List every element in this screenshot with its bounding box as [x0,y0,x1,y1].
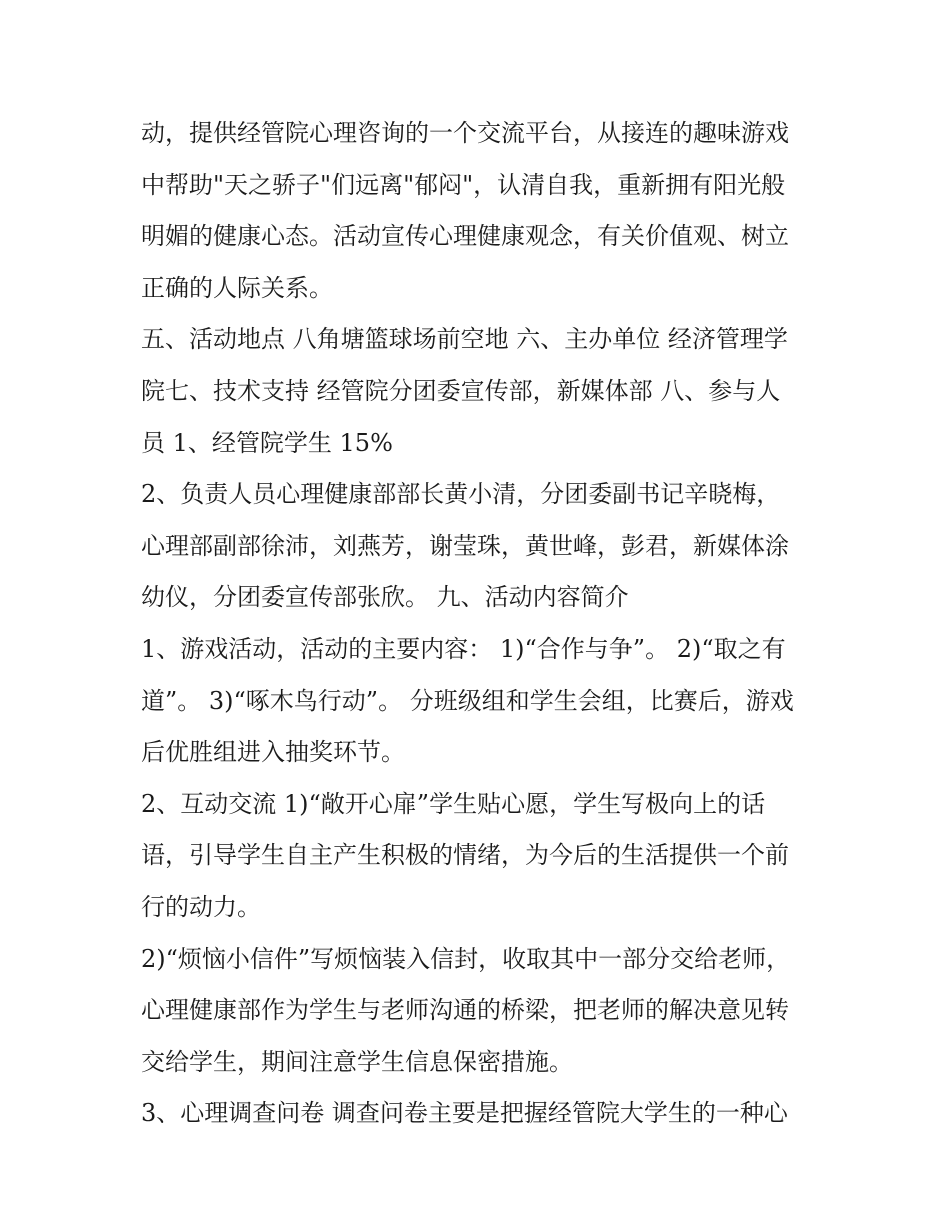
paragraph-worry-letters [141,934,821,1089]
paragraph-interaction [141,779,821,934]
text-line: 院七、技术支持 经管院分团委宣传部，新媒体部 八、参与人 [141,376,781,405]
text-line: 中帮助"天之骄子"们远离"郁闷"，认清自我，重新拥有阳光般 [141,170,786,199]
paragraph-responsible-staff [141,469,821,624]
text-line: 2、互动交流 1)“敞开心扉”学生贴心愿，学生写极向上的话 [141,789,766,818]
paragraph-questionnaire [141,1088,821,1140]
paragraph-game-activity [141,624,821,779]
paragraph-location-organizer [141,314,821,469]
text-line: 2、负责人员心理健康部部长黄小清，分团委副书记辛晓梅， [141,480,781,509]
text-line: 动，提供经管院心理咨询的一个交流平台，从接连的趣味游戏 [141,119,789,147]
document-body [141,108,821,1140]
text-line: 正确的人际关系。 [141,273,333,302]
text-line: 交给学生，期间注意学生信息保密措施。 [141,1047,573,1076]
text-line: 3、心理调查问卷 调查问卷主要是把握经管院大学生的一种心 [141,1099,788,1128]
text-line: 后优胜组进入抽奖环节。 [141,738,405,767]
paragraph-intro-continued [141,108,821,314]
text-line: 道”。 3)“啄木鸟行动”。 分班级组和学生会组，比赛后，游戏 [141,686,794,715]
text-line: 行的动力。 [141,892,261,921]
text-line: 心理部副部徐沛，刘燕芳，谢莹珠，黄世峰，彭君，新媒体涂 [141,531,789,560]
text-line: 语，引导学生自主产生积极的情绪，为今后的生活提供一个前 [141,841,789,870]
text-line: 员 1、经管院学生 15% [141,428,393,457]
text-line: 1、游戏活动，活动的主要内容： 1)“合作与争”。 2)“取之有 [141,634,786,663]
text-line: 明媚的健康心态。活动宣传心理健康观念，有关价值观、树立 [141,222,789,251]
text-line: 幼仪，分团委宣传部张欣。 九、活动内容简介 [141,583,629,612]
text-line: 五、活动地点 八角塘篮球场前空地 六、主办单位 经济管理学 [141,325,788,354]
text-line: 心理健康部作为学生与老师沟通的桥梁，把老师的解决意见转 [141,996,789,1025]
text-line: 2)“烦恼小信件”写烦恼装入信封，收取其中一部分交给老师， [141,944,791,973]
